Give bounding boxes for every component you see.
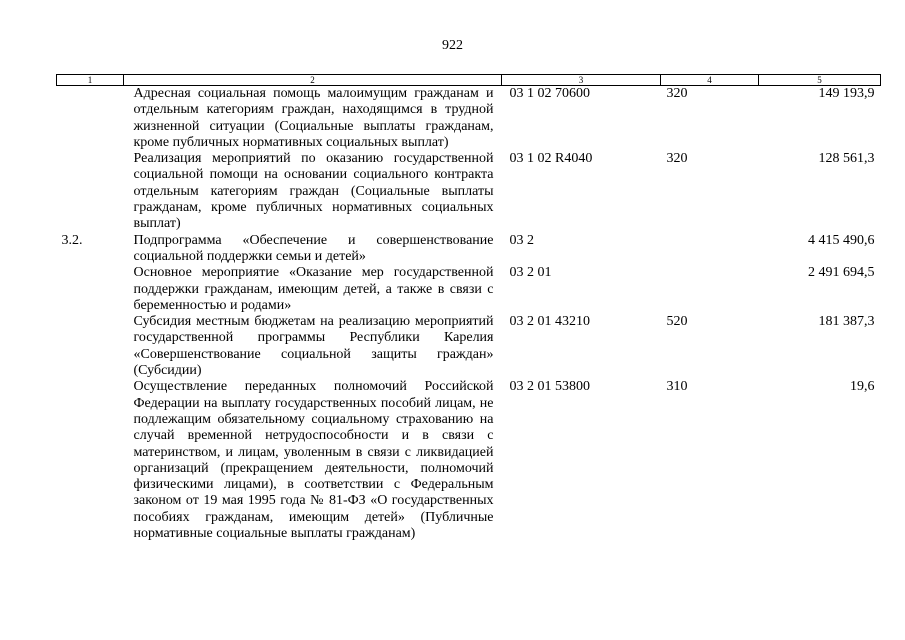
row-amount: 19,6: [850, 379, 875, 395]
row-name: Осуществление переданных полномочий Российской Федерации на выплату государственных пособий лицам, не подлежащим обязательному социальному страхованию на случай временной нетрудоспособности и в связи с материнством, и лицам, уволенным в связи с ликвидацией организаций (прекращением деятельности, полномочий физическими лицами), в соответствии с Федеральным законом от 19 мая 1995 года № 81-ФЗ «О государственных пособиях гражданам, имеющим детей» (Публичные нормативные социальные выплаты гражданам): [133, 379, 494, 542]
budget-table: [56, 74, 881, 542]
row-expense-type: 520: [666, 314, 688, 330]
row-amount: 4 415 490,6: [808, 232, 875, 248]
table-header-row: [57, 75, 881, 86]
row-amount: 128 561,3: [818, 151, 875, 167]
row-number: [57, 379, 124, 542]
row-code: 03 2 01 43210: [509, 314, 590, 330]
row-name: Адресная социальная помощь малоимущим гражданам и отдельным категориям граждан, находящимся в трудной жизненной ситуации (Социальные выплаты гражданам, кроме публичных нормативных социальных выплат): [133, 86, 494, 150]
row-name: Реализация мероприятий по оказанию государственной социальной помощи на основании социального контракта отдельным категориям граждан (Социальные выплаты гражданам, кроме публичных нормативных социальных выплат): [133, 151, 494, 232]
row-code: 03 2 01: [509, 265, 552, 281]
row-expense-type: 320: [666, 86, 688, 101]
row-code: 03 2 01 53800: [509, 379, 590, 395]
row-amount: 149 193,9: [818, 86, 875, 101]
row-code: 03 2: [509, 232, 534, 248]
table-row: [57, 265, 881, 314]
column-header-3: 3: [502, 75, 661, 86]
table-row: [57, 379, 881, 542]
column-header-2: 2: [124, 75, 502, 86]
page-number: 922: [442, 38, 463, 53]
row-number: [57, 314, 124, 379]
row-expense-type: [661, 233, 759, 266]
row-expense-type: 320: [666, 151, 688, 167]
row-name: Подпрограмма «Обеспечение и совершенствование социальной поддержки семьи и детей»: [133, 232, 494, 264]
column-header-1: 1: [57, 75, 124, 86]
table-row: [57, 233, 881, 266]
table-row: [57, 151, 881, 232]
row-amount: 2 491 694,5: [808, 265, 875, 281]
table-row: [57, 86, 881, 152]
column-header-5: 5: [759, 75, 881, 86]
row-code: 03 1 02 R4040: [509, 151, 593, 167]
row-number: [57, 151, 124, 232]
row-number: [57, 265, 124, 314]
column-header-4: 4: [661, 75, 759, 86]
row-expense-type: 310: [666, 379, 688, 395]
row-number: 3.2.: [61, 232, 83, 248]
row-name: Субсидия местным бюджетам на реализацию мероприятий государственной программы Республики Карелия «Совершенствование социальной защиты граждан» (Субсидии): [133, 314, 494, 379]
row-expense-type: [661, 265, 759, 314]
row-code: 03 1 02 70600: [509, 86, 590, 101]
row-amount: 181 387,3: [818, 314, 875, 330]
table-row: [57, 314, 881, 379]
row-number: [57, 86, 124, 152]
row-name: Основное мероприятие «Оказание мер государственной поддержки гражданам, имеющим детей, а также в связи с беременностью и родами»: [133, 265, 494, 313]
